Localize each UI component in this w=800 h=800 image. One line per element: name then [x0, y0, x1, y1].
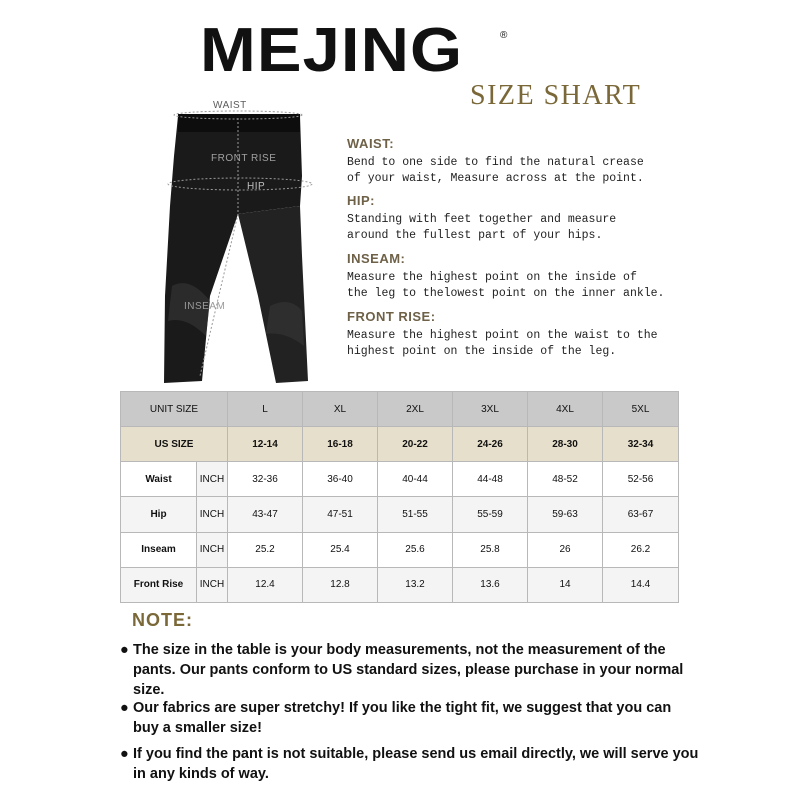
value-cell: 14.4 — [603, 567, 679, 602]
value-cell: 13.6 — [453, 567, 528, 602]
us-size-cell: 12-14 — [228, 427, 303, 462]
us-size-cell: 28-30 — [528, 427, 603, 462]
value-cell: 12.8 — [303, 567, 378, 602]
note-item — [120, 698, 700, 738]
value-cell: 44-48 — [453, 462, 528, 497]
unit-cell: INCH — [197, 532, 228, 567]
waist-label: WAIST — [213, 100, 247, 111]
value-cell: 40-44 — [378, 462, 453, 497]
value-cell: 59-63 — [528, 497, 603, 532]
size-header: 2XL — [378, 392, 453, 427]
table-row-waist — [121, 462, 679, 497]
value-cell: 26.2 — [603, 532, 679, 567]
value-cell: 25.8 — [453, 532, 528, 567]
brand-logo: MEJING — [200, 16, 464, 85]
note-text: If you find the pant is not suitable, please send us email directly, we will serve you in any kinds of way. — [133, 746, 699, 782]
us-size-header: US SIZE — [121, 427, 228, 462]
value-cell: 25.6 — [378, 532, 453, 567]
value-cell: 47-51 — [303, 497, 378, 532]
front-rise-text: Measure the highest point on the waist to the highest point on the inside of the leg. — [347, 329, 658, 358]
us-size-cell: 32-34 — [603, 427, 679, 462]
table-row-us-size — [121, 427, 679, 462]
table-row-front-rise — [121, 567, 679, 602]
value-cell: 36-40 — [303, 462, 378, 497]
size-header: XL — [303, 392, 378, 427]
value-cell: 32-36 — [228, 462, 303, 497]
note-title: NOTE: — [132, 610, 193, 630]
value-cell: 43-47 — [228, 497, 303, 532]
front-rise-label: FRONT RISE — [211, 153, 277, 164]
table-row-inseam — [121, 532, 679, 567]
size-header: 4XL — [528, 392, 603, 427]
hip-description — [347, 193, 677, 244]
value-cell: 25.2 — [228, 532, 303, 567]
us-size-cell: 20-22 — [378, 427, 453, 462]
value-cell: 25.4 — [303, 532, 378, 567]
value-cell: 14 — [528, 567, 603, 602]
bullet-icon: ● — [120, 700, 129, 716]
value-cell: 55-59 — [453, 497, 528, 532]
page-title: SIZE SHART — [470, 80, 642, 111]
inseam-description — [347, 251, 677, 302]
value-cell: 52-56 — [603, 462, 679, 497]
size-header: 3XL — [453, 392, 528, 427]
note-text: Our fabrics are super stretchy! If you like the tight fit, we suggest that you can buy a smaller size! — [133, 700, 672, 736]
unit-size-header: UNIT SIZE — [121, 392, 228, 427]
unit-cell: INCH — [197, 567, 228, 602]
us-size-cell: 16-18 — [303, 427, 378, 462]
waist-text: Bend to one side to find the natural crease of your waist, Measure across at the point. — [347, 156, 644, 185]
size-header: 5XL — [603, 392, 679, 427]
pants-diagram — [150, 96, 330, 388]
inseam-label: INSEAM — [184, 301, 226, 312]
us-size-cell: 24-26 — [453, 427, 528, 462]
waist-description — [347, 136, 677, 187]
size-header: L — [228, 392, 303, 427]
bullet-icon: ● — [120, 746, 129, 762]
hip-text: Standing with feet together and measure around the fullest part of your hips. — [347, 213, 617, 242]
row-label: Hip — [121, 497, 197, 532]
unit-cell: INCH — [197, 497, 228, 532]
pants-right-leg — [238, 206, 308, 383]
front-rise-description — [347, 309, 677, 360]
inseam-title: INSEAM: — [347, 251, 406, 266]
hip-label: HIP — [247, 181, 266, 192]
unit-cell: INCH — [197, 462, 228, 497]
value-cell: 13.2 — [378, 567, 453, 602]
pants-waistband — [178, 114, 300, 132]
value-cell: 51-55 — [378, 497, 453, 532]
bullet-icon: ● — [120, 642, 129, 658]
row-label: Inseam — [121, 532, 197, 567]
value-cell: 12.4 — [228, 567, 303, 602]
waist-title: WAIST: — [347, 136, 395, 151]
row-label: Front Rise — [121, 567, 197, 602]
note-item — [120, 744, 700, 784]
value-cell: 63-67 — [603, 497, 679, 532]
table-row-hip — [121, 497, 679, 532]
size-table — [120, 391, 679, 603]
note-text: The size in the table is your body measurements, not the measurement of the pants. Our pants conform to US standard sizes, please purchase in your normal size. — [133, 642, 684, 698]
hip-title: HIP: — [347, 193, 375, 208]
table-row-unit-size — [121, 392, 679, 427]
inseam-text: Measure the highest point on the inside of the leg to thelowest point on the inner ankle. — [347, 271, 665, 300]
row-label: Waist — [121, 462, 197, 497]
front-rise-title: FRONT RISE: — [347, 309, 436, 324]
note-item — [120, 640, 700, 700]
value-cell: 26 — [528, 532, 603, 567]
registered-mark: ® — [500, 30, 508, 41]
value-cell: 48-52 — [528, 462, 603, 497]
